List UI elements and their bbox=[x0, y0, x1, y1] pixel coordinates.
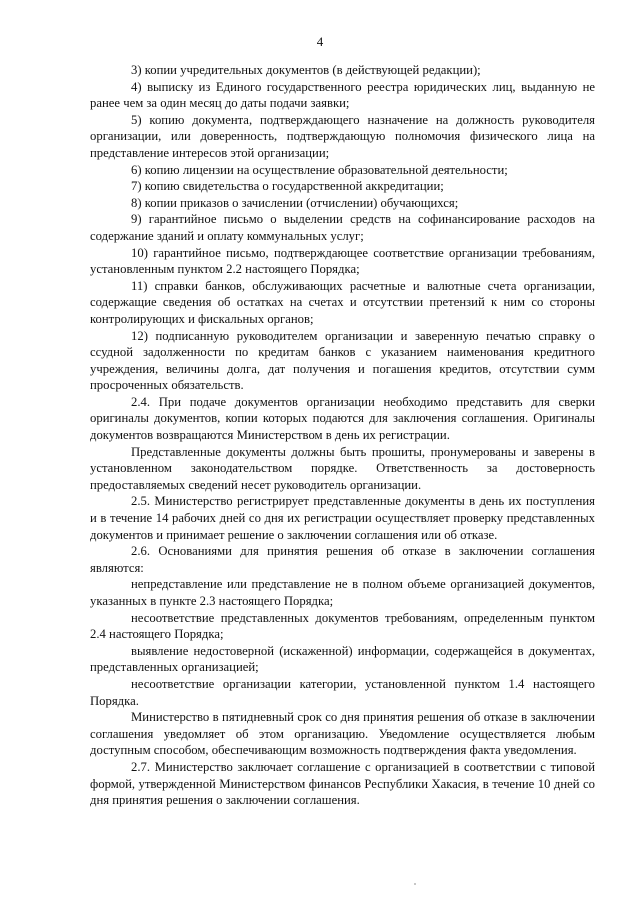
paragraph-refusal-ground-4: несоответствие организации категории, установленной пунктом 1.4 настоящего Порядка. bbox=[90, 676, 595, 708]
paragraph-refusal-ground-1: непредставление или представление не в полном объеме организацией документов, указанных в пункте 2.3 настоящего Порядка; bbox=[90, 577, 595, 608]
paragraph-item-11: 11) справки банков, обслуживающих расчетные и валютные счета организации, содержащие сведения об остатках на счетах и отсутствии претензий к ним со стороны контролирующих и фискальных органов; bbox=[90, 278, 595, 326]
paragraph-2-4: 2.4. При подаче документов организации необходимо представить для сверки оригиналы документов, копии которых подаются для заключения соглашения. Оригиналы документов возвращаются Министерством в день их регистрации. bbox=[90, 394, 595, 443]
scan-speck bbox=[414, 883, 416, 885]
paragraph-2-5: 2.5. Министерство регистрирует представленные документы в день их поступления и в течение 14 рабочих дней со дня их регистрации осуществляет проверку представленных документов и принимает решение о заключении соглашения или об отказе. bbox=[90, 494, 595, 542]
paragraph-item-3: 3) копии учредительных документов (в действующей редакции); bbox=[131, 63, 481, 77]
paragraph-refusal-notification: Министерство в пятидневный срок со дня принятия решения об отказе в заключении соглашения уведомляет об этом организацию. Уведомление осуществляется любым доступным способом, обеспечивающим возможность подтверждения факта уведомления. bbox=[90, 710, 595, 758]
paragraph-2-6: 2.6. Основаниями для принятия решения об отказе в заключении соглашения являются: bbox=[90, 544, 595, 575]
paragraph-item-5: 5) копию документа, подтверждающего назначение на должность руководителя организации, или доверенность, подтверждающую полномочия физического лица на представление интересов этой организации; bbox=[90, 112, 595, 160]
paragraph-2-7: 2.7. Министерство заключает соглашение с организацией в соответствии с типовой формой, утвержденной Министерством финансов Республики Хакасия, в течение 10 дней со дня принятия решения о заключении соглашения. bbox=[90, 759, 595, 808]
paragraph-item-6: 6) копию лицензии на осуществление образовательной деятельности; bbox=[131, 162, 508, 177]
paragraph-refusal-ground-3: выявление недостоверной (искаженной) информации, содержащейся в документах, представленных организацией; bbox=[90, 643, 595, 675]
page-number: 4 bbox=[316, 34, 324, 49]
paragraph-item-9: 9) гарантийное письмо о выделении средств на софинансирование расходов на содержание зданий и оплату коммунальных услуг; bbox=[90, 212, 595, 243]
paragraph-refusal-ground-2: несоответствие представленных документов требованиям, определенным пунктом 2.4 настоящего Порядка; bbox=[90, 610, 595, 642]
paragraph-item-7: 7) копию свидетельства о государственной аккредитации; bbox=[131, 179, 444, 194]
paragraph-item-8: 8) копии приказов о зачислении (отчислении) обучающихся; bbox=[131, 195, 459, 210]
document-body bbox=[90, 62, 595, 809]
paragraph-documents-certification: Представленные документы должны быть прошиты, пронумерованы и заверены в установленном законодательством порядке. Ответственность за достоверность предоставляемых сведений несет руководитель организации. bbox=[90, 444, 595, 492]
paragraph-item-12: 12) подписанную руководителем организации и заверенную печатью справку о ссудной задолженности по кредитам банков с указанием наименования кредитного учреждения, величины долга, дат получения и погашения кредитов, отсутствии сумм просроченных обязательств. bbox=[90, 328, 595, 393]
paragraph-item-4: 4) выписку из Единого государственного реестра юридических лиц, выданную не ранее чем за один месяц до даты подачи заявки; bbox=[90, 79, 595, 111]
paragraph-item-10: 10) гарантийное письмо, подтверждающее соответствие организации требованиям, установленным пунктом 2.2 настоящего Порядка; bbox=[90, 245, 595, 277]
